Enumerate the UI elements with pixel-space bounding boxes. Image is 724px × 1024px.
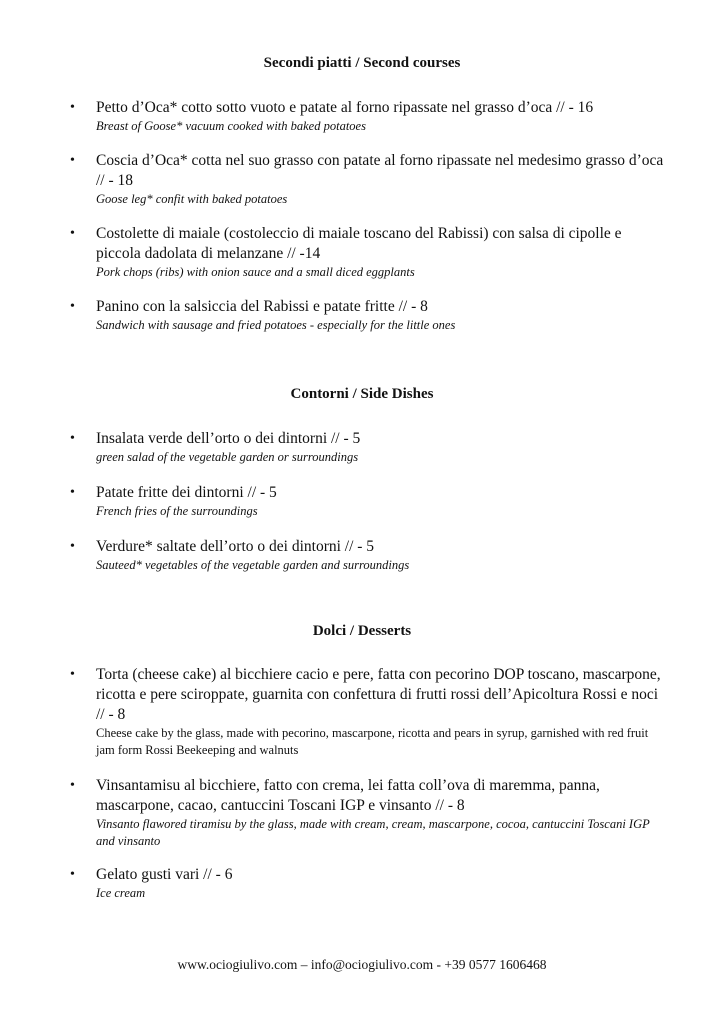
bullet-icon: • bbox=[70, 867, 75, 882]
dish-translation: Sandwich with sausage and fried potatoes - especially for the little ones bbox=[96, 318, 456, 332]
dish-translation: Vinsanto flawored tiramisu by the glass, made with cream, cream, mascarpone, cocoa, cantuccini Toscani IGP and vinsanto bbox=[96, 817, 650, 848]
dish-translation: Cheese cake by the glass, made with pecorino, mascarpone, ricotta and pears in syrup, garnished with red fruit jam form Rossi Beekeeping and walnuts bbox=[96, 726, 649, 757]
dish-translation: Ice cream bbox=[96, 886, 146, 900]
bullet-icon: • bbox=[70, 778, 75, 793]
dish-name: Torta (cheese cake) al bicchiere cacio e pere, fatta con pecorino DOP toscano, mascarpone, ricotta e pere sciroppate, guarnita con confettura di frutti rossi dell’Apicoltura Rossi e noci // - 8 bbox=[96, 666, 661, 723]
bullet-icon: • bbox=[70, 153, 75, 168]
menu-item bbox=[70, 429, 670, 466]
dish-translation: green salad of the vegetable garden or surroundings bbox=[96, 450, 359, 464]
bullet-icon: • bbox=[70, 539, 75, 554]
bullet-icon: • bbox=[70, 299, 75, 314]
dish-translation: Goose leg* confit with baked potatoes bbox=[96, 192, 288, 206]
dish-name: Coscia d’Oca* cotta nel suo grasso con patate al forno ripassate nel medesimo grasso d’oca // - 18 bbox=[96, 152, 664, 189]
menu-item bbox=[70, 865, 670, 902]
dish-name: Costolette di maiale (costoleccio di maiale toscano del Rabissi) con salsa di cipolle e piccola dadolata di melanzane // -14 bbox=[96, 225, 622, 262]
bullet-icon: • bbox=[70, 667, 75, 682]
menu-item bbox=[70, 98, 670, 135]
dish-name: Patate fritte dei dintorni // - 5 bbox=[96, 484, 277, 501]
section-title-desserts: Dolci / Desserts bbox=[312, 623, 412, 639]
dish-name: Petto d’Oca* cotto sotto vuoto e patate al forno ripassate nel grasso d’oca // - 16 bbox=[96, 99, 594, 116]
dish-translation: French fries of the surroundings bbox=[96, 504, 258, 518]
menu-item bbox=[70, 297, 670, 334]
dish-translation: Sauteed* vegetables of the vegetable garden and surroundings bbox=[96, 558, 410, 572]
dish-name: Verdure* saltate dell’orto o dei dintorni // - 5 bbox=[96, 538, 375, 555]
bullet-icon: • bbox=[70, 485, 75, 500]
dish-name: Panino con la salsiccia del Rabissi e patate fritte // - 8 bbox=[96, 298, 428, 315]
dish-translation: Breast of Goose* vacuum cooked with baked potatoes bbox=[96, 119, 366, 133]
menu-item bbox=[70, 151, 670, 208]
section-title-second-courses: Secondi piatti / Second courses bbox=[263, 55, 461, 71]
bullet-icon: • bbox=[70, 226, 75, 241]
menu-item bbox=[70, 537, 670, 574]
menu-item bbox=[70, 776, 670, 849]
dish-name: Gelato gusti vari // - 6 bbox=[96, 866, 233, 883]
dish-name: Vinsantamisu al bicchiere, fatto con crema, lei fatta coll’ova di maremma, panna, mascarpone, cacao, cantuccini Toscani IGP e vinsanto // - 8 bbox=[96, 777, 600, 814]
dish-name: Insalata verde dell’orto o dei dintorni // - 5 bbox=[96, 430, 361, 447]
menu-item bbox=[70, 665, 670, 758]
menu-item bbox=[70, 483, 670, 520]
bullet-icon: • bbox=[70, 431, 75, 446]
menu-item bbox=[70, 224, 670, 281]
bullet-icon: • bbox=[70, 100, 75, 115]
dish-translation: Pork chops (ribs) with onion sauce and a small diced eggplants bbox=[96, 265, 415, 279]
section-title-side-dishes: Contorni / Side Dishes bbox=[290, 386, 434, 402]
footer-contact: www.ociogiulivo.com – info@ociogiulivo.com - +39 0577 1606468 bbox=[177, 957, 547, 972]
